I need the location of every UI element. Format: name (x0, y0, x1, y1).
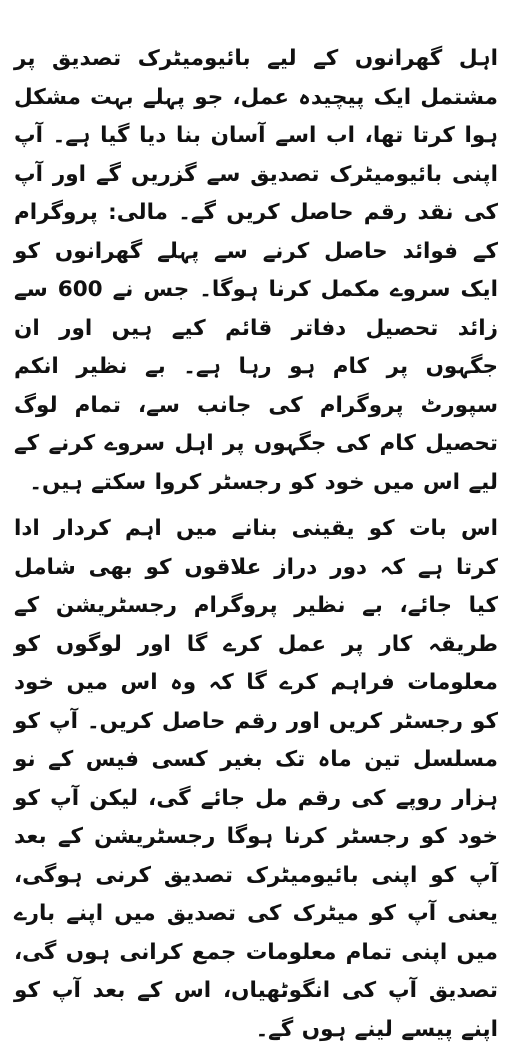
article-paragraph-2: اس بات کو یقینی بنانے میں اہم کردار ادا کرتا ہے کہ دور دراز علاقوں کو بھی شامل کیا جائے، بے نظیر پروگرام رجسٹریشن کے طریقہ کار پر عمل کرے گا اور لوگوں کو معلومات فراہم کرے گا کہ وہ اس میں خود کو رجسٹر کریں اور رقم حاصل کریں۔ آپ کو مسلسل تین ماہ تک بغیر کسی فیس کے نو ہزار روپے کی رقم مل جائے گی، لیکن آپ کو خود کو رجسٹر کرنا ہوگا رجسٹریشن کے بعد آپ کو اپنی بائیومیٹرک تصدیق کرنی ہوگی، یعنی آپ کو میٹرک کی تصدیق میں اپنے بارے میں اپنی تمام معلومات جمع کرانی ہوں گی، تصدیق آپ کی انگوٹھیاں، اس کے بعد آپ کو اپنے پیسے لینے ہوں گے۔ (14, 516, 498, 1042)
article-body (14, 40, 498, 1049)
article-paragraph-1: اہل گھرانوں کے لیے بائیومیٹرک تصدیق پر مشتمل ایک پیچیدہ عمل، جو پہلے بہت مشکل ہوا کرتا تھا، اب اسے آسان بنا دیا گیا ہے۔ آپ اپنی بائیومیٹرک تصدیق سے گزریں گے اور آپ کی نقد رقم حاصل کریں گے۔ مالی: پروگرام کے فوائد حاصل کرنے سے پہلے گھرانوں کو ایک سروے مکمل کرنا ہوگا۔ جس نے 600 سے زائد تحصیل دفاتر قائم کیے ہیں اور ان جگہوں پر کام ہو رہا ہے۔ بے نظیر انکم سپورٹ پروگرام کی جانب سے، تمام لوگ تحصیل کام کی جگہوں پر اہل سروے کرنے کے لیے اس میں خود کو رجسٹر کروا سکتے ہیں۔ (14, 46, 498, 495)
